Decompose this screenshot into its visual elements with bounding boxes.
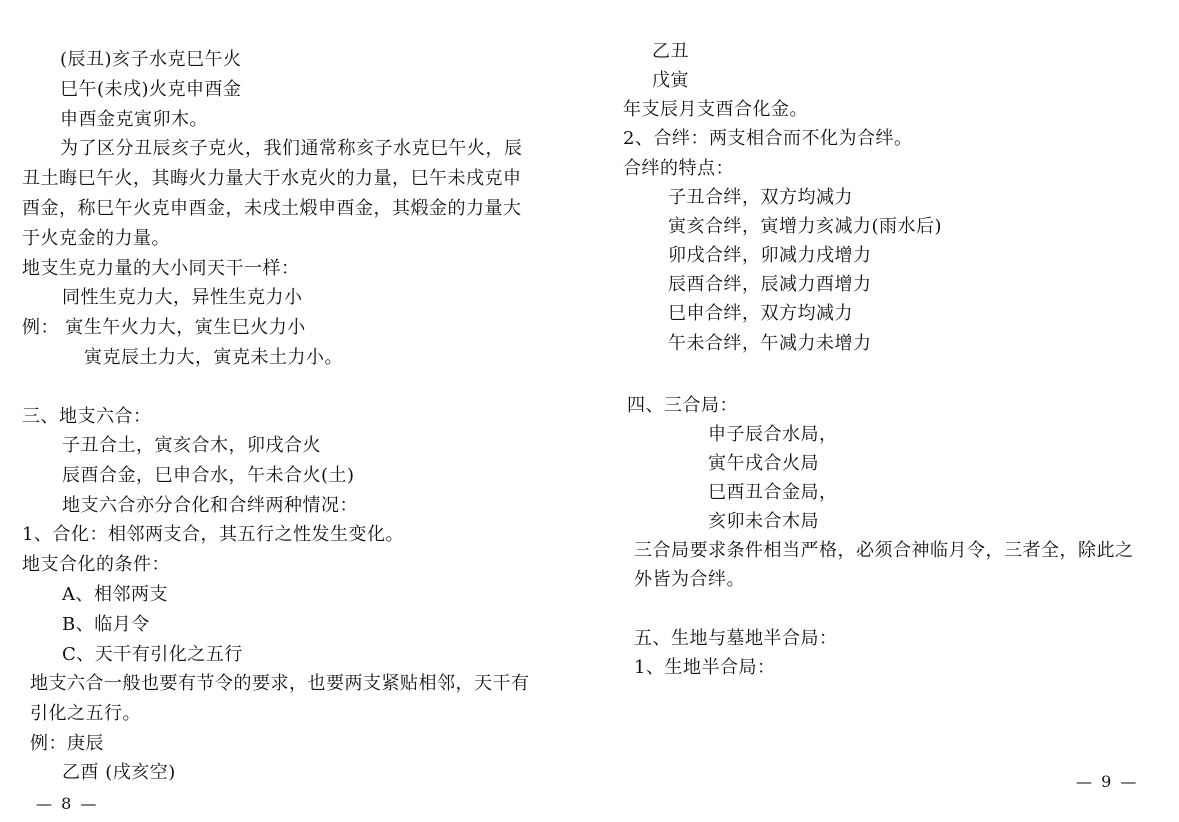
section-heading: 四、三合局： — [627, 395, 738, 416]
text-line: 地支六合亦分合化和合绊两种情况： — [62, 495, 358, 516]
text-line: C、天干有引化之五行 — [62, 644, 243, 665]
text-line: 引化之五行。 — [30, 703, 141, 724]
text-line: 寅亥合绊，寅增力亥减力(雨水后) — [668, 216, 943, 237]
text-line: 亥卯未合木局 — [708, 511, 819, 532]
text-line: 三合局要求条件相当严格，必须合神临月令，三者全，除此之 — [634, 540, 1134, 561]
text-line: 辰酉合绊，辰减力酉增力 — [668, 274, 872, 295]
text-line: 合绊的特点： — [623, 158, 734, 179]
page-number: — 8 — — [36, 794, 99, 813]
text-line: B、临月令 — [62, 614, 150, 635]
text-line: 地支六合一般也要有节令的要求，也要两支紧贴相邻，天干有 — [30, 673, 530, 694]
text-line: 同性生克力大，异性生克力小 — [62, 287, 303, 308]
text-line: A、相邻两支 — [62, 584, 168, 605]
text-line: 外皆为合绊。 — [634, 569, 745, 590]
text-line: 巳酉丑合金局， — [708, 482, 838, 503]
text-line: 巳午(未戌)火克申酉金 — [60, 79, 242, 100]
text-line: 地支生克力量的大小同天干一样： — [22, 258, 300, 279]
text-line: 寅午戌合火局 — [708, 453, 819, 474]
text-line: 寅克辰土力大，寅克未土力小。 — [84, 347, 343, 368]
text-line: 丑土晦巳午火，其晦火力量大于水克火的力量，巳午未戌克申 — [22, 168, 522, 189]
text-line: 申酉金克寅卯木。 — [60, 109, 208, 130]
text-line: 酉金，称巳午火克申酉金，未戌土煅申酉金，其煅金的力量大 — [22, 198, 522, 219]
text-line: 乙酉 (戌亥空) — [62, 762, 176, 783]
text-line: 年支辰月支酉合化金。 — [623, 99, 808, 120]
text-line: 卯戌合绊，卯减力戌增力 — [668, 245, 872, 266]
page-number: — 9 — — [1076, 772, 1139, 791]
text-line: 1、生地半合局： — [634, 657, 776, 678]
text-line: 巳申合绊，双方均减力 — [668, 303, 853, 324]
text-line: 于火克金的力量。 — [22, 228, 170, 249]
text-line: 申子辰合水局， — [708, 424, 838, 445]
text-line: 子丑合绊，双方均减力 — [668, 187, 853, 208]
text-line: 午未合绊，午减力未增力 — [668, 333, 872, 354]
text-line: 辰酉合金，巳申合水，午未合火(土) — [62, 465, 355, 486]
text-line: 戊寅 — [652, 70, 689, 91]
text-line: 例：庚辰 — [30, 733, 104, 754]
text-line: 2、合绊：两支相合而不化为合绊。 — [623, 128, 913, 149]
text-line: 例： 寅生午火力大，寅生巳火力小 — [22, 317, 306, 338]
text-line: (辰丑)亥子水克巳午火 — [60, 49, 242, 70]
section-heading: 三、地支六合： — [22, 406, 152, 427]
text-line: 地支合化的条件： — [22, 554, 170, 575]
text-line: 为了区分丑辰亥子克火，我们通常称亥子水克巳午火，辰 — [60, 138, 523, 159]
text-line: 子丑合土，寅亥合木，卯戌合火 — [62, 435, 321, 456]
section-heading: 五、生地与墓地半合局： — [634, 628, 838, 649]
text-line: 1、合化：相邻两支合，其五行之性发生变化。 — [22, 524, 404, 545]
text-line: 乙丑 — [652, 41, 689, 62]
